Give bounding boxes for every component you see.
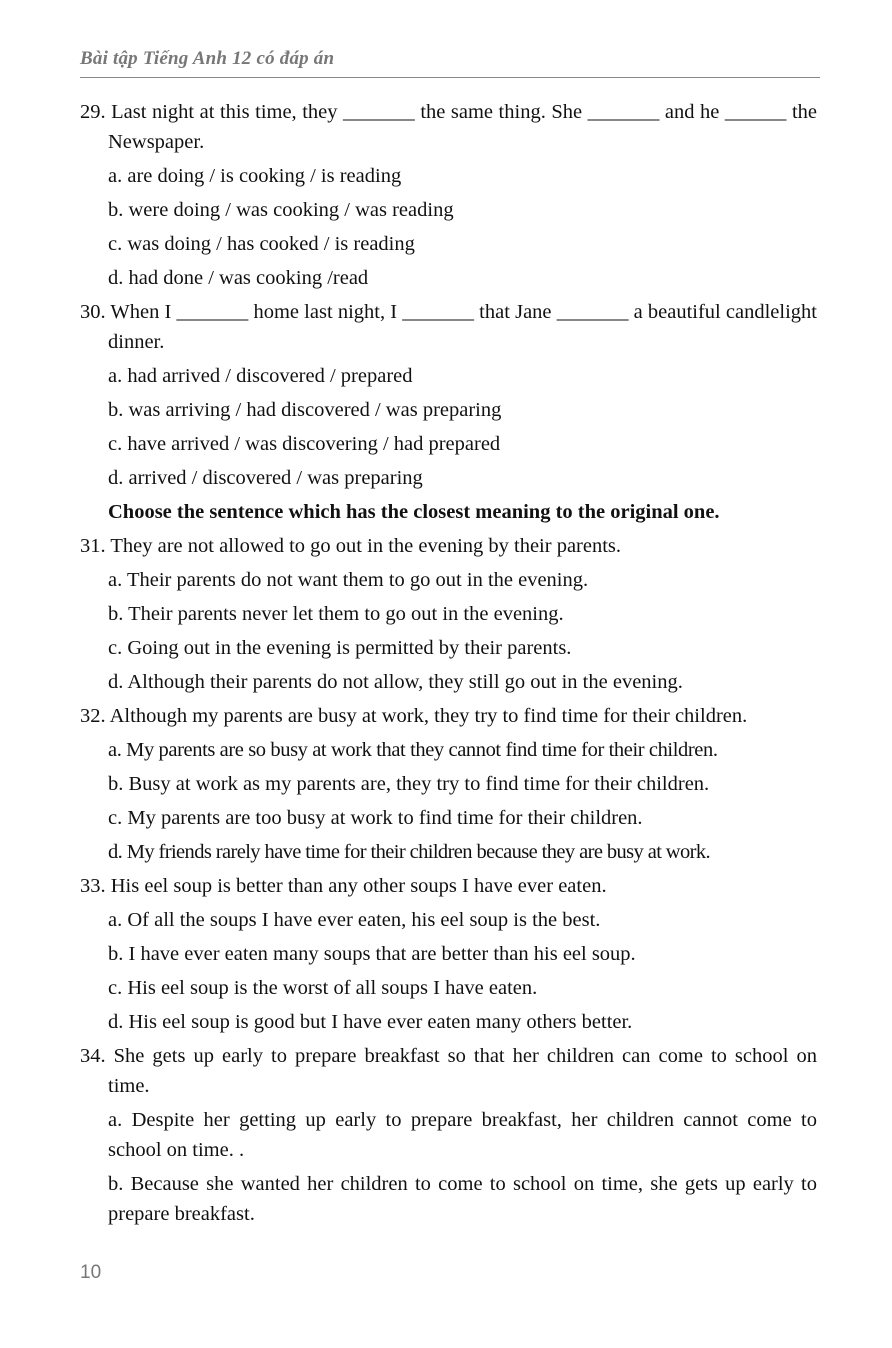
option: d. had done / was cooking /read bbox=[108, 267, 369, 289]
option: b. was arriving / had discovered / was preparing bbox=[108, 399, 502, 421]
question-31: 31. They are not allowed to go out in the evening by their parents. bbox=[80, 535, 622, 557]
option: a. Despite her getting up early to prepare breakfast, her children cannot come to school on time. . bbox=[108, 1109, 817, 1161]
book-title: Bài tập Tiếng Anh 12 có đáp án bbox=[80, 48, 335, 69]
option: a. are doing / is cooking / is reading bbox=[108, 165, 402, 187]
option: d. arrived / discovered / was preparing bbox=[108, 467, 423, 489]
option: c. Going out in the evening is permitted by their parents. bbox=[108, 637, 572, 659]
question-34: 34. She gets up early to prepare breakfast so that her children can come to school on time. bbox=[80, 1045, 817, 1097]
running-header bbox=[80, 48, 820, 78]
option: c. His eel soup is the worst of all soups I have eaten. bbox=[108, 977, 538, 999]
option: a. My parents are so busy at work that they cannot find time for their children. bbox=[108, 739, 718, 761]
option: d. My friends rarely have time for their children because they are busy at work. bbox=[108, 841, 711, 863]
option: c. have arrived / was discovering / had prepared bbox=[108, 433, 501, 455]
question-29: 29. Last night at this time, they _______ the same thing. She _______ and he ______ the Newspaper. bbox=[80, 101, 817, 153]
option: a. Their parents do not want them to go out in the evening. bbox=[108, 569, 589, 591]
question-32: 32. Although my parents are busy at work, they try to find time for their children. bbox=[80, 705, 748, 727]
option: b. Busy at work as my parents are, they try to find time for their children. bbox=[108, 773, 710, 795]
option: c. My parents are too busy at work to find time for their children. bbox=[108, 807, 643, 829]
page-number: 10 bbox=[80, 1262, 102, 1283]
option: d. Although their parents do not allow, they still go out in the evening. bbox=[108, 671, 683, 693]
option: a. Of all the soups I have ever eaten, his eel soup is the best. bbox=[108, 909, 601, 931]
question-30: 30. When I _______ home last night, I _______ that Jane _______ a beautiful candlelight dinner. bbox=[80, 301, 817, 353]
option: d. His eel soup is good but I have ever eaten many others better. bbox=[108, 1011, 633, 1033]
question-33: 33. His eel soup is better than any other soups I have ever eaten. bbox=[80, 875, 607, 897]
option: c. was doing / has cooked / is reading bbox=[108, 233, 415, 255]
page-content bbox=[80, 97, 817, 1233]
option: b. I have ever eaten many soups that are better than his eel soup. bbox=[108, 943, 636, 965]
option: a. had arrived / discovered / prepared bbox=[108, 365, 413, 387]
option: b. Their parents never let them to go out in the evening. bbox=[108, 603, 564, 625]
option: b. were doing / was cooking / was reading bbox=[108, 199, 454, 221]
section-instruction: Choose the sentence which has the closest meaning to the original one. bbox=[108, 501, 720, 523]
option: b. Because she wanted her children to come to school on time, she gets up early to prepare breakfast. bbox=[108, 1173, 817, 1225]
